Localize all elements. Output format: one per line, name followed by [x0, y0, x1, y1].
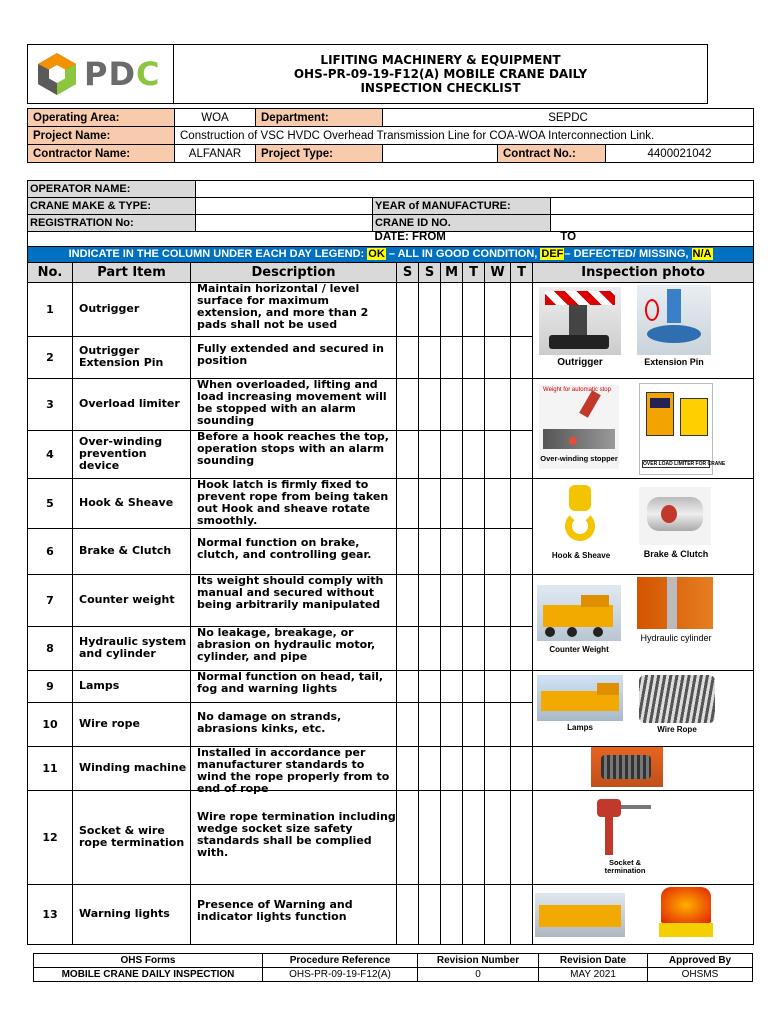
table-row	[28, 790, 754, 884]
item-description-text: Installed in accordance per manufacturer standards to wind the rope properly from to end of rope	[197, 745, 390, 795]
day-cell[interactable]	[463, 746, 485, 790]
item-part: Hydraulic system and cylinder	[73, 626, 191, 670]
title-line-3: INSPECTION CHECKLIST	[360, 81, 521, 95]
day-cell[interactable]	[397, 574, 419, 626]
outrigger-photo	[539, 287, 621, 355]
day-cell[interactable]	[397, 430, 419, 478]
day-cell[interactable]	[397, 884, 419, 944]
day-cell[interactable]	[419, 282, 441, 336]
overload-limiter-photo	[639, 383, 726, 475]
year-of-manufacture-label: YEAR of MANUFACTURE:	[373, 198, 551, 215]
day-cell[interactable]	[397, 746, 419, 790]
table-row	[28, 478, 754, 528]
item-no: 5	[28, 478, 73, 528]
day-cell[interactable]	[397, 790, 419, 884]
item-no: 4	[28, 430, 73, 478]
table-row	[28, 884, 754, 944]
extension-pin-photo	[637, 285, 711, 355]
logo-wordmark: PDC	[84, 55, 161, 93]
legend-prefix: INDICATE IN THE COLUMN UNDER EACH DAY LEGEND:	[68, 248, 368, 260]
day-cell[interactable]	[397, 478, 419, 528]
legend-row	[28, 246, 754, 262]
day-cell[interactable]	[511, 528, 533, 574]
item-description: Its weight should comply with manual and secured without being arbitrarily manipulated	[191, 574, 397, 626]
day-cell[interactable]	[463, 378, 485, 430]
item-part: Outrigger	[73, 282, 191, 336]
operator-info-table	[27, 180, 754, 232]
col-header-day: W	[485, 262, 511, 282]
registration-no-label: REGISTRATION No:	[28, 215, 196, 232]
col-header-day: S	[419, 262, 441, 282]
item-no: 2	[28, 336, 73, 378]
footer-header-revision-number: Revision Number	[418, 954, 539, 968]
contract-no-label: Contract No.:	[498, 145, 606, 163]
day-cell[interactable]	[441, 528, 463, 574]
day-cell[interactable]	[419, 626, 441, 670]
footer-header-approved-by: Approved By	[648, 954, 753, 968]
item-description: Normal function on head, tail, fog and warning lights	[191, 670, 397, 702]
day-cell[interactable]	[463, 884, 485, 944]
day-cell[interactable]	[511, 478, 533, 528]
operating-area-value[interactable]: WOA	[175, 109, 256, 127]
day-cell[interactable]	[463, 282, 485, 336]
day-cell[interactable]	[485, 790, 511, 884]
photo-cell	[533, 282, 754, 378]
photo-cell	[533, 574, 754, 670]
day-cell[interactable]	[463, 626, 485, 670]
day-cell[interactable]	[441, 336, 463, 378]
photo-caption: Counter Weight	[549, 644, 609, 654]
day-cell[interactable]	[419, 378, 441, 430]
day-cell[interactable]	[419, 336, 441, 378]
day-cell[interactable]	[397, 670, 419, 702]
contract-no-value[interactable]: 4400021042	[606, 145, 754, 163]
day-cell[interactable]	[419, 790, 441, 884]
footer-header-procedure-reference: Procedure Reference	[263, 954, 418, 968]
day-cell[interactable]	[397, 378, 419, 430]
brake-clutch-photo	[639, 487, 711, 545]
col-header-day: T	[463, 262, 485, 282]
item-part: Socket & wire rope termination	[73, 790, 191, 884]
operator-name-label: OPERATOR NAME:	[28, 181, 196, 198]
day-cell[interactable]	[511, 282, 533, 336]
day-cell[interactable]	[511, 746, 533, 790]
item-description: Normal function on brake, clutch, and controlling gear.	[191, 528, 397, 574]
winding-machine-photo	[591, 747, 663, 787]
table-row	[28, 378, 754, 430]
item-description: No damage on strands, abrasions kinks, etc.	[191, 702, 397, 746]
day-cell[interactable]	[397, 282, 419, 336]
day-cell[interactable]	[419, 746, 441, 790]
project-type-value[interactable]	[383, 145, 498, 163]
department-value[interactable]: SEPDC	[383, 109, 754, 127]
day-cell[interactable]	[463, 478, 485, 528]
photo-caption: Wire Rope	[657, 724, 697, 734]
company-logo	[28, 45, 174, 103]
crane-make-field[interactable]	[196, 198, 373, 215]
photo-cell	[533, 746, 754, 790]
footer-revision-date-value: MAY 2021	[539, 968, 648, 982]
wire-rope-photo	[639, 675, 715, 723]
day-cell[interactable]	[485, 478, 511, 528]
day-cell[interactable]	[511, 790, 533, 884]
table-row	[28, 574, 754, 626]
document-header	[27, 44, 708, 104]
table-row	[28, 670, 754, 702]
legend-na: N/A	[692, 248, 712, 260]
warning-lights-crane-photo	[535, 893, 625, 937]
date-row	[28, 228, 754, 246]
item-part: Brake & Clutch	[73, 528, 191, 574]
photo-cell	[533, 790, 754, 884]
day-cell[interactable]	[511, 702, 533, 746]
day-cell[interactable]	[463, 574, 485, 626]
col-header-day: S	[397, 262, 419, 282]
col-header-no: No.	[28, 262, 73, 282]
inspection-checklist-table	[27, 228, 754, 945]
day-cell[interactable]	[485, 528, 511, 574]
operator-name-field[interactable]	[196, 181, 754, 198]
day-cell[interactable]	[485, 430, 511, 478]
item-no: 11	[28, 746, 73, 790]
day-cell[interactable]	[463, 336, 485, 378]
socket-termination-photo	[593, 799, 653, 857]
table-row	[28, 746, 754, 790]
photo-cell	[533, 378, 754, 478]
legend-def: DEF	[541, 248, 564, 260]
item-description: Fully extended and secured in position	[191, 336, 397, 378]
year-of-manufacture-field[interactable]	[551, 198, 754, 215]
footer-ohs-form-value: MOBILE CRANE DAILY INSPECTION	[34, 968, 263, 982]
day-cell[interactable]	[441, 478, 463, 528]
title-line-2: OHS-PR-09-19-F12(A) MOBILE CRANE DAILY	[293, 67, 588, 81]
title-line-1: LIFITING MACHINERY & EQUIPMENT	[320, 53, 561, 67]
footer-procedure-reference-value: OHS-PR-09-19-F12(A)	[263, 968, 418, 982]
day-cell[interactable]	[441, 670, 463, 702]
pdc-logo-icon	[34, 51, 80, 97]
day-cell[interactable]	[441, 378, 463, 430]
photo-cell	[533, 670, 754, 746]
day-cell[interactable]	[511, 430, 533, 478]
day-cell[interactable]	[441, 282, 463, 336]
day-cell[interactable]	[419, 478, 441, 528]
day-cell[interactable]	[485, 336, 511, 378]
photo-caption: Hydraulic cylinder	[640, 632, 712, 643]
lamps-photo	[537, 675, 623, 721]
day-cell[interactable]	[463, 528, 485, 574]
item-description: Before a hook reaches the top, operation stops with an alarm sounding	[191, 430, 397, 478]
day-cell[interactable]	[511, 336, 533, 378]
col-header-part: Part Item	[73, 262, 191, 282]
photo-caption: Hook & Sheave	[551, 550, 611, 560]
item-part: Lamps	[73, 670, 191, 702]
photo-caption: Extension Pin	[644, 356, 704, 367]
project-info-table	[27, 108, 754, 163]
day-cell[interactable]	[485, 702, 511, 746]
day-cell[interactable]	[463, 702, 485, 746]
photo-caption: Over-winding stopper	[540, 453, 618, 463]
item-description: Presence of Warning and indicator lights function	[191, 884, 397, 944]
day-cell[interactable]	[397, 336, 419, 378]
day-cell[interactable]	[419, 884, 441, 944]
item-no: 1	[28, 282, 73, 336]
day-cell[interactable]	[441, 626, 463, 670]
photo-caption: Brake & Clutch	[643, 548, 709, 559]
day-cell[interactable]	[441, 430, 463, 478]
col-header-photo: Inspection photo	[533, 262, 754, 282]
item-part: Overload limiter	[73, 378, 191, 430]
item-no: 3	[28, 378, 73, 430]
day-cell[interactable]	[419, 702, 441, 746]
photo-cell	[533, 478, 754, 574]
item-description: Wire rope termination including wedge socket size safety standards shall be complied with.	[191, 790, 397, 884]
day-cell[interactable]	[397, 626, 419, 670]
project-type-label: Project Type:	[256, 145, 383, 163]
date-to-label: TO	[560, 230, 577, 243]
day-cell[interactable]	[441, 790, 463, 884]
day-cell[interactable]	[485, 282, 511, 336]
col-header-day: M	[441, 262, 463, 282]
contractor-name-label: Contractor Name:	[28, 145, 175, 163]
day-cell[interactable]	[511, 884, 533, 944]
day-cell[interactable]	[463, 670, 485, 702]
project-name-value[interactable]: Construction of VSC HVDC Overhead Transmission Line for COA-WOA Interconnection Link.	[175, 127, 754, 145]
item-no: 13	[28, 884, 73, 944]
item-part: Counter weight	[73, 574, 191, 626]
col-header-day: T	[511, 262, 533, 282]
hydraulic-cylinder-photo	[637, 577, 713, 629]
item-part: Winding machine	[73, 746, 191, 790]
footer-revision-number-value: 0	[418, 968, 539, 982]
day-cell[interactable]	[485, 378, 511, 430]
department-label: Department:	[256, 109, 383, 127]
day-cell[interactable]	[485, 626, 511, 670]
item-part: Wire rope	[73, 702, 191, 746]
day-cell[interactable]	[511, 574, 533, 626]
photo-caption: Lamps	[567, 722, 593, 732]
item-no: 7	[28, 574, 73, 626]
warning-light-beacon-photo	[655, 887, 715, 943]
day-cell[interactable]	[511, 378, 533, 430]
item-part: Over-winding prevention device	[73, 430, 191, 478]
day-cell[interactable]	[441, 884, 463, 944]
contractor-name-value[interactable]: ALFANAR	[175, 145, 256, 163]
day-cell[interactable]	[397, 528, 419, 574]
day-cell[interactable]	[463, 790, 485, 884]
day-cell[interactable]	[419, 430, 441, 478]
legend-ok: OK	[368, 248, 385, 260]
item-no: 12	[28, 790, 73, 884]
day-cell[interactable]	[485, 574, 511, 626]
day-cell[interactable]	[485, 884, 511, 944]
day-cell[interactable]	[419, 574, 441, 626]
item-description: When overloaded, lifting and load increasing movement will be stopped with an alarm sounding	[191, 378, 397, 430]
item-description: No leakage, breakage, or abrasion on hydraulic motor, cylinder, and pipe	[191, 626, 397, 670]
day-cell[interactable]	[511, 626, 533, 670]
day-cell[interactable]	[419, 528, 441, 574]
day-cell[interactable]	[441, 702, 463, 746]
legend-def-text: – DEFECTED/ MISSING,	[564, 248, 692, 260]
crane-id-label: CRANE ID NO.	[373, 215, 551, 232]
photo-caption: Outrigger	[557, 356, 603, 368]
project-name-label: Project Name:	[28, 127, 175, 145]
item-part: Outrigger Extension Pin	[73, 336, 191, 378]
day-cell[interactable]	[485, 670, 511, 702]
item-description	[191, 745, 397, 795]
photo-cell	[533, 884, 754, 944]
crane-make-label: CRANE MAKE & TYPE:	[28, 198, 196, 215]
date-from-label: DATE: FROM	[374, 230, 446, 243]
day-cell[interactable]	[463, 430, 485, 478]
item-no: 8	[28, 626, 73, 670]
col-header-description: Description	[191, 262, 397, 282]
day-cell[interactable]	[441, 574, 463, 626]
footer-approved-by-value: OHSMS	[648, 968, 753, 982]
day-cell[interactable]	[511, 670, 533, 702]
hook-sheave-photo	[553, 485, 609, 547]
day-cell[interactable]	[397, 702, 419, 746]
counter-weight-photo	[537, 585, 621, 641]
document-footer-table	[33, 953, 753, 982]
column-header-row	[28, 262, 754, 282]
over-winding-photo: Weight for automatic stop	[539, 385, 619, 469]
day-cell[interactable]	[441, 746, 463, 790]
table-row	[28, 282, 754, 336]
item-description: Hook latch is firmly fixed to prevent rope from being taken out Hook and sheave rotate smoothly.	[191, 478, 397, 528]
footer-header-revision-date: Revision Date	[539, 954, 648, 968]
photo-caption: Socket & termination	[604, 857, 646, 875]
day-cell[interactable]	[419, 670, 441, 702]
item-no: 9	[28, 670, 73, 702]
photo-caption: OVER LOAD LIMITER FOR CRANE	[643, 460, 726, 467]
footer-header-ohs-forms: OHS Forms	[34, 954, 263, 968]
operating-area-label: Operating Area:	[28, 109, 175, 127]
form-title	[174, 45, 707, 103]
day-cell[interactable]	[485, 746, 511, 790]
item-no: 10	[28, 702, 73, 746]
item-description: Maintain horizontal / level surface for maximum extension, and more than 2 pads shall not be used	[191, 282, 397, 336]
legend-ok-text: – ALL IN GOOD CONDITION,	[385, 248, 541, 260]
item-no: 6	[28, 528, 73, 574]
item-part: Hook & Sheave	[73, 478, 191, 528]
item-part: Warning lights	[73, 884, 191, 944]
